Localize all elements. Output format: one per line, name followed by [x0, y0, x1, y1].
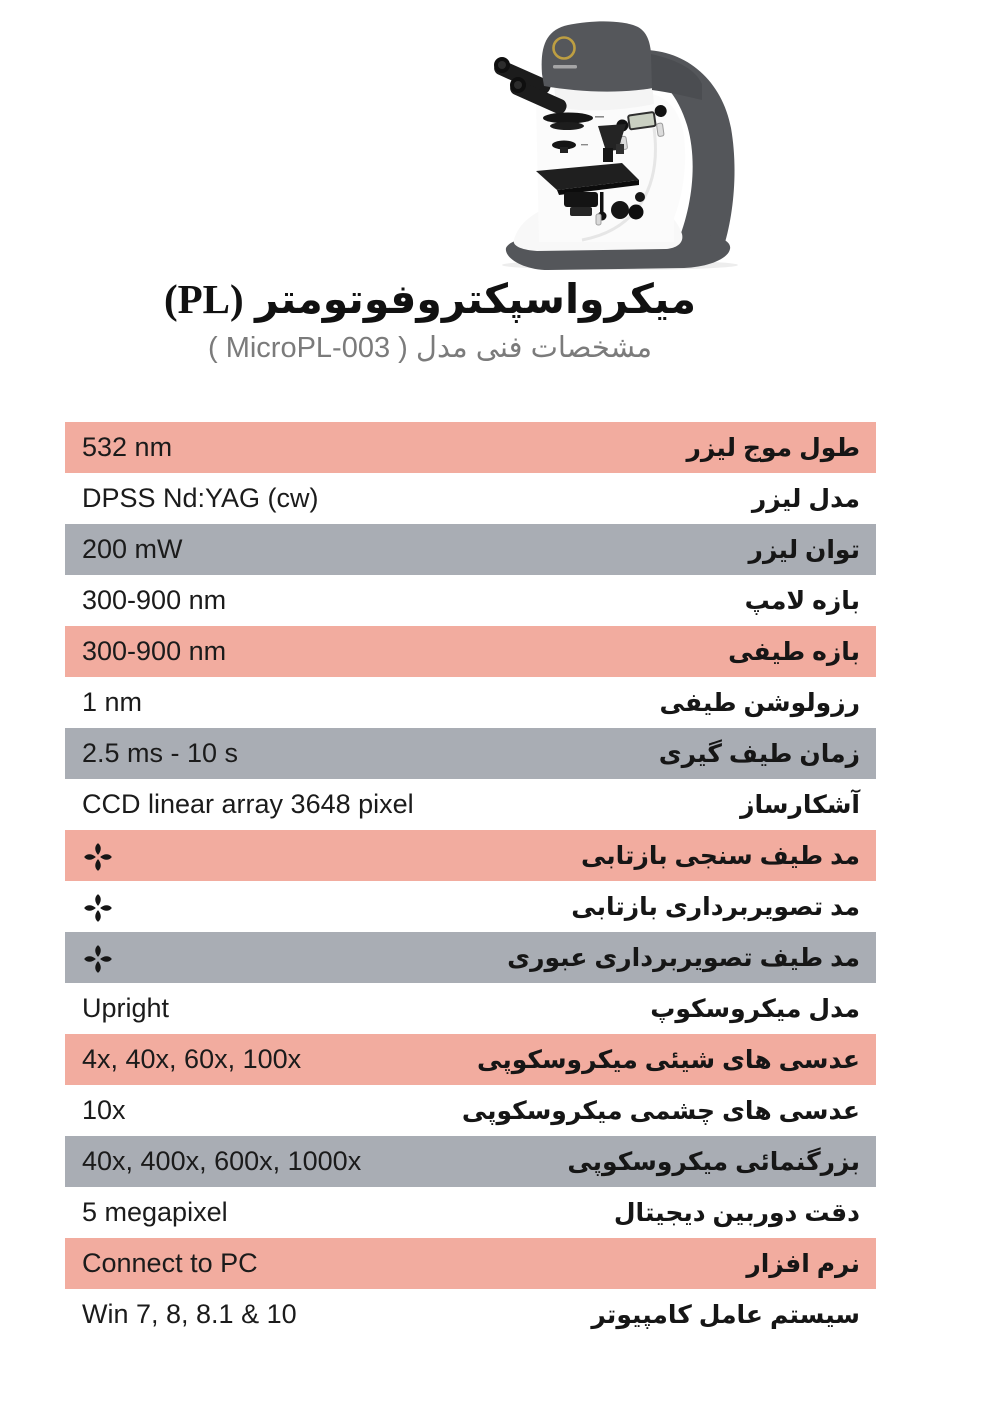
spec-label: عدسی های شیئی میکروسکوپی — [477, 1045, 860, 1074]
page-title-latin: (PL) — [163, 276, 244, 322]
spec-row-eyepiece-lenses — [65, 1085, 876, 1136]
spec-value — [65, 890, 114, 924]
spec-label: مد طیف تصویربرداری عبوری — [507, 943, 860, 972]
spec-label: نرم افزار — [746, 1249, 860, 1278]
spec-label: بزرگنمائی میکروسکوپی — [567, 1147, 860, 1176]
brand-text-mark — [553, 65, 577, 69]
spec-row-laser-power — [65, 524, 876, 575]
spec-value: 1 nm — [82, 687, 143, 717]
four-petal-asterisk-icon — [82, 841, 114, 873]
spec-row-magnification — [65, 1136, 876, 1187]
spec-value: Upright — [82, 993, 170, 1023]
spec-value: 300-900 nm — [82, 636, 227, 666]
spec-value: CCD linear array 3648 pixel — [82, 789, 414, 819]
spec-value — [65, 941, 114, 975]
spec-row-objective-lenses — [65, 1034, 876, 1085]
spec-value: 532 nm — [82, 432, 173, 462]
page-title — [0, 276, 860, 323]
spec-label: آشکارساز — [740, 790, 860, 819]
body-screw — [635, 192, 645, 202]
spec-row-detector — [65, 779, 876, 830]
spec-row-reflective-spectroscopy-mode — [65, 830, 876, 881]
spec-label: مد طیف سنجی بازتابی — [580, 841, 860, 870]
four-petal-asterisk-icon — [82, 943, 114, 975]
spec-row-spectral-range — [65, 626, 876, 677]
spec-value: 10x — [82, 1095, 126, 1125]
spec-value: 2.5 ms - 10 s — [82, 738, 239, 768]
spec-label: عدسی های چشمی میکروسکوپی — [461, 1096, 860, 1125]
spec-label: توان لیزر — [748, 535, 860, 564]
spec-value: Connect to PC — [82, 1248, 258, 1278]
microscope-product-image — [440, 8, 770, 270]
page-subtitle-farsi: مشخصات فنی مدل — [415, 332, 653, 365]
spec-value: 300-900 nm — [82, 585, 227, 615]
spec-value: 200 mW — [82, 534, 183, 564]
spec-label: سیستم عامل کامپیوتر — [591, 1300, 860, 1329]
spec-table — [65, 422, 876, 1340]
spec-row-microscope-model — [65, 983, 876, 1034]
spec-row-acquisition-time — [65, 728, 876, 779]
page-subtitle-model: ( MicroPL-003 ) — [207, 332, 408, 365]
spec-row-spectral-resolution — [65, 677, 876, 728]
spec-row-software — [65, 1238, 876, 1289]
spec-label: مدل لیزر — [751, 484, 860, 513]
spec-value: 40x, 400x, 600x, 1000x — [82, 1146, 362, 1176]
spec-value: 4x, 40x, 60x, 100x — [82, 1044, 302, 1074]
lcd-screen — [628, 112, 656, 129]
spec-value: Win 7, 8, 8.1 & 10 — [82, 1299, 297, 1329]
page-title-farsi: میکرواسپکتروفوتومتر — [255, 276, 697, 322]
spec-row-transmission-imaging-mode — [65, 932, 876, 983]
spec-label: زمان طیف گیری — [658, 739, 860, 768]
spec-value — [65, 839, 114, 873]
upright-microscope-illustration — [440, 8, 770, 270]
spec-label: بازه لامپ — [744, 586, 860, 615]
spec-label: مدل میکروسکوپ — [650, 994, 860, 1023]
title-block — [0, 276, 860, 366]
spec-value: 5 megapixel — [82, 1197, 228, 1227]
spec-label: مد تصویربرداری بازتابی — [571, 892, 860, 921]
spec-row-reflective-imaging-mode — [65, 881, 876, 932]
spec-row-lamp-range — [65, 575, 876, 626]
spec-label: دقت دوربین دیجیتال — [613, 1198, 860, 1227]
spec-label: رزولوشن طیفی — [659, 688, 860, 717]
spec-label: بازه طیفی — [728, 637, 860, 666]
spec-row-laser-wavelength — [65, 422, 876, 473]
page-subtitle — [0, 331, 860, 366]
spec-label: طول موج لیزر — [686, 433, 860, 462]
spec-row-camera-resolution — [65, 1187, 876, 1238]
spec-row-operating-system — [65, 1289, 876, 1340]
spec-value: DPSS Nd:YAG (cw) — [82, 483, 319, 513]
four-petal-asterisk-icon — [82, 892, 114, 924]
spec-row-laser-model — [65, 473, 876, 524]
